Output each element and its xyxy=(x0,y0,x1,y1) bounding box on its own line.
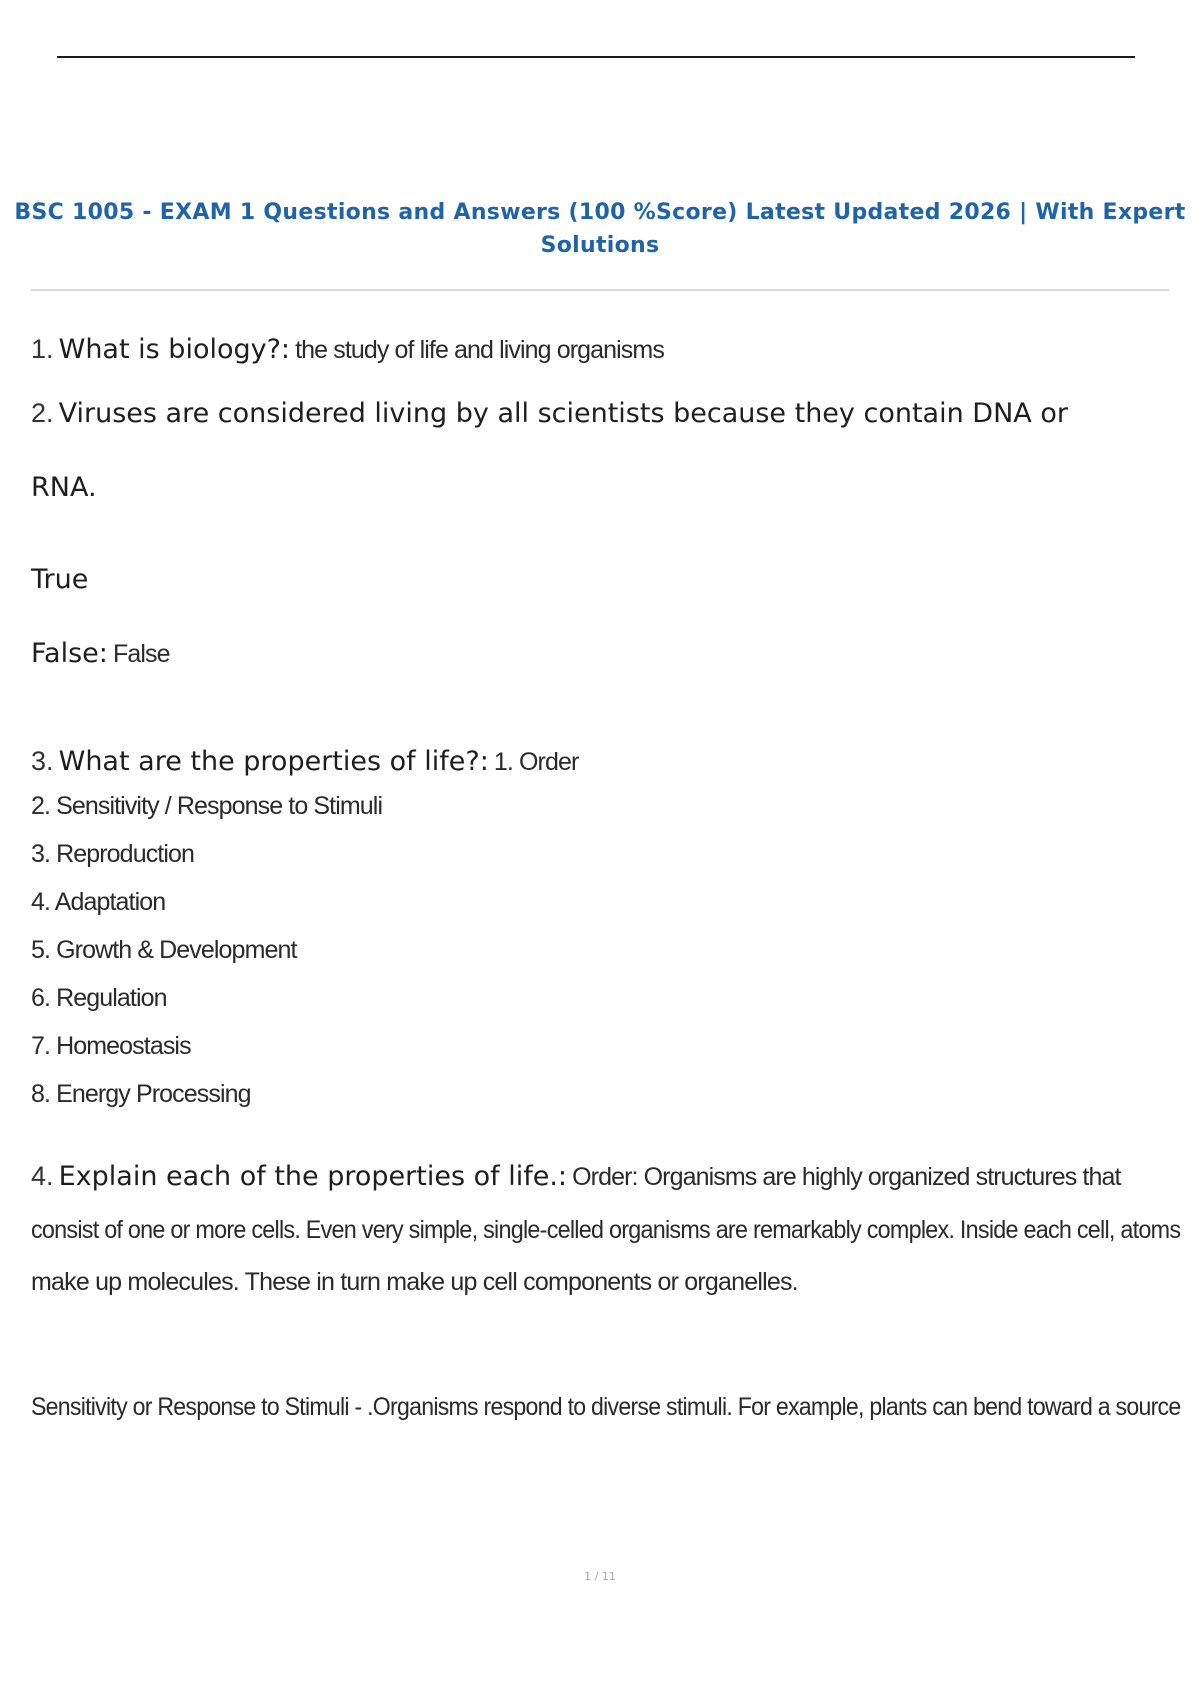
question-3-answer-1: 1. Order xyxy=(493,748,579,776)
question-1-text: What is biology?: xyxy=(58,334,291,365)
question-3-answer-6: 6. Regulation xyxy=(31,984,167,1012)
question-4-text: Explain each of the properties of life.: xyxy=(58,1161,568,1192)
question-3-answer-8: 8. Energy Processing xyxy=(31,1080,251,1108)
question-3-answer-7: 7. Homeostasis xyxy=(31,1032,191,1060)
question-2-text-line-2: RNA. xyxy=(31,472,97,503)
question-4-answer-line-1: Order: Organisms are highly organized structures that xyxy=(572,1163,1121,1191)
document-title-line-2: Solutions xyxy=(540,233,660,258)
question-3 xyxy=(31,746,578,777)
question-2-option-false xyxy=(31,638,170,669)
question-4 xyxy=(31,1161,1121,1192)
question-3-answer-4: 4. Adaptation xyxy=(31,888,166,916)
question-3-answer-3: 3. Reproduction xyxy=(31,840,195,868)
question-3-answer-5: 5. Growth & Development xyxy=(31,936,297,964)
question-1-answer: the study of life and living organisms xyxy=(295,336,664,364)
question-4-answer-line-4: Sensitivity or Response to Stimuli - .Organisms respond to diverse stimuli. For example, plants can bend toward a source xyxy=(31,1393,1181,1421)
question-2-text-line-1: Viruses are considered living by all scientists because they contain DNA or xyxy=(58,398,1068,429)
question-3-number: 3. xyxy=(31,746,54,776)
document-title-line-1: BSC 1005 - EXAM 1 Questions and Answers (100 %Score) Latest Updated 2026 | With Expert xyxy=(14,200,1186,225)
question-4-answer-line-2: consist of one or more cells. Even very simple, single-celled organisms are remarkably complex. Inside each cell, atoms xyxy=(31,1216,1181,1244)
question-4-answer-line-3: make up molecules. These in turn make up cell components or organelles. xyxy=(31,1268,798,1296)
question-2-answer: False xyxy=(112,640,170,668)
question-1-number: 1. xyxy=(31,334,54,364)
question-2-number: 2. xyxy=(31,398,54,428)
top-rule xyxy=(57,56,1135,58)
question-2-option-false-label: False: xyxy=(31,638,108,669)
question-4-number: 4. xyxy=(31,1161,54,1191)
question-2 xyxy=(31,398,1068,429)
document-title xyxy=(0,196,1200,262)
question-3-text: What are the properties of life?: xyxy=(58,746,489,777)
title-divider xyxy=(31,289,1169,291)
question-3-answer-2: 2. Sensitivity / Response to Stimuli xyxy=(31,792,383,820)
page-number: 1 / 11 xyxy=(584,1570,616,1583)
question-1 xyxy=(31,334,664,365)
question-2-option-true: True xyxy=(31,564,89,595)
